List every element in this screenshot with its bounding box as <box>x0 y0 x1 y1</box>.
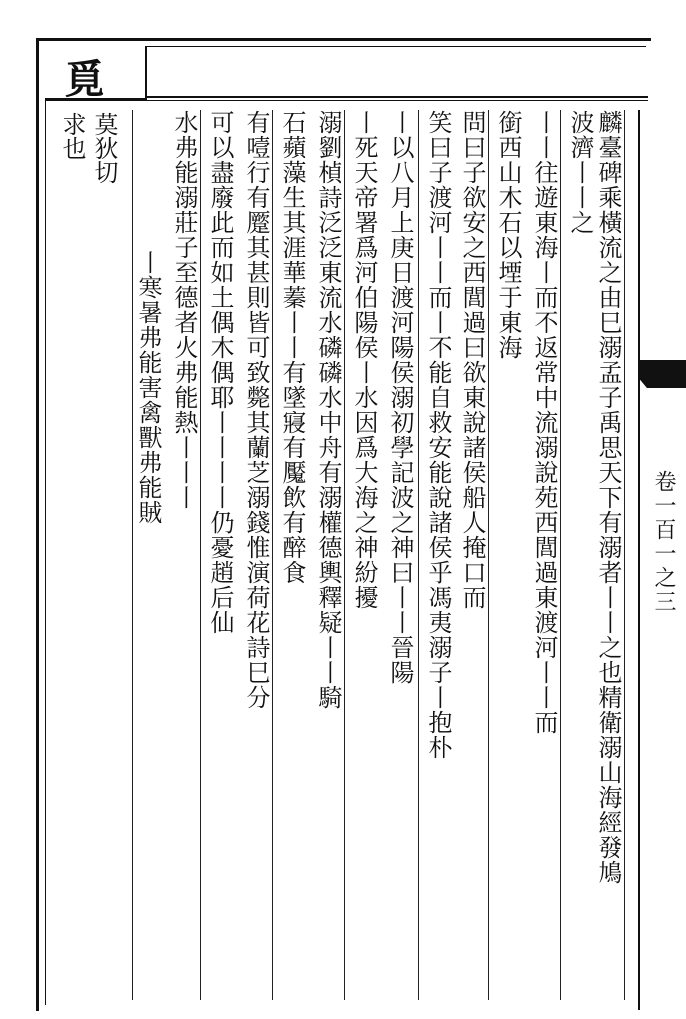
text-column: 丨以八月上庚日渡河陽侯溺初學記波之神曰丨丨晉陽 <box>386 110 414 685</box>
text-column: 丨寒暑弗能害禽獸弗能賊 <box>134 250 162 525</box>
text-column: 波濟丨丨之 <box>566 110 594 235</box>
entry-note-left: 求也 <box>58 112 86 160</box>
text-column: 溺劉楨詩泛泛東流水磷磷水中舟有溺權德輿釋疑丨丨騎 <box>314 110 342 710</box>
text-column: 麟臺碑乘橫流之由巳溺孟子禹思天下有溺者丨丨之也精衛溺山海經發鳩 <box>594 110 622 885</box>
header-rule-thin <box>143 100 648 101</box>
text-column: 銜西山木石以堙于東海 <box>494 110 522 360</box>
text-column: 石蘋藻生其涯華蓁丨丨有墜寢有魘飲有醉食 <box>278 110 306 585</box>
column-rule <box>132 110 133 1000</box>
column-rule <box>200 110 201 1000</box>
column-rule <box>488 110 489 1000</box>
entry-headword: 覓 <box>58 58 105 98</box>
text-column: 笑曰子渡河丨丨而丨不能自救安能說諸侯乎馮夷溺子丨抱朴 <box>424 110 452 760</box>
text-column: 丨丨往遊東海丨而不返常中流溺說苑西閭過東渡河丨丨而 <box>530 110 558 735</box>
text-column: 丨死天帝署爲河伯陽侯丨水因爲大海之神紛擾 <box>350 110 378 610</box>
column-rule <box>272 110 273 1000</box>
text-column: 水弗能溺莊子至德者火弗能熱丨丨丨 <box>170 110 198 510</box>
column-rule <box>624 110 625 1000</box>
text-column: 可以盡廢此而如土偶木偶耶丨丨丨丨仍憂趙后仙 <box>206 110 234 635</box>
text-column: 有噎行有蹷其甚則皆可致斃其蘭芝溺錢惟演荷花詩巳分 <box>242 110 270 710</box>
column-rule <box>560 110 561 1000</box>
text-column: 問曰子欲安之西閭過曰欲東說諸侯船人掩口而 <box>458 110 486 610</box>
header-rule <box>143 96 648 98</box>
entry-note-right: 莫狄切 <box>90 112 118 184</box>
column-rule <box>344 110 345 1000</box>
fish-tail-mark <box>640 360 686 388</box>
volume-label: 卷一百一之三 <box>651 470 676 614</box>
column-rule <box>418 110 419 1000</box>
